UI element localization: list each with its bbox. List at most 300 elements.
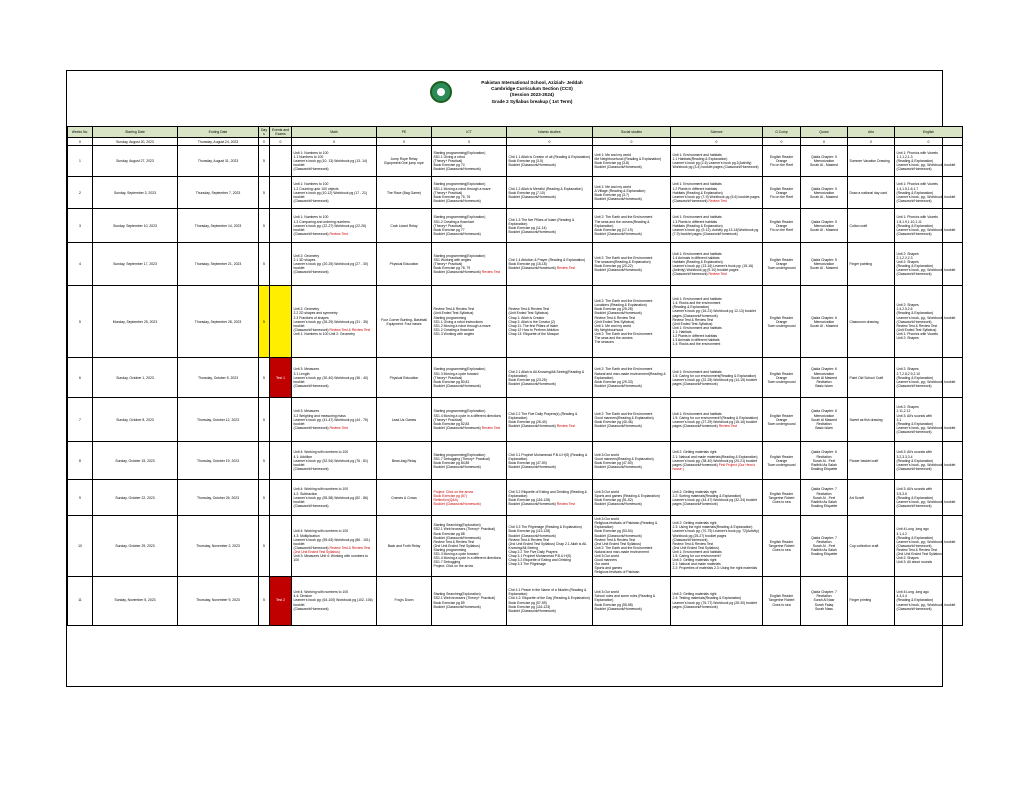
cell-math xyxy=(292,146,377,177)
cell-math-text: Unit 1: Numbers to 100 1.2 Counting upto 100 objects Learner's book pg (10-12) Workbook pg (17 - 21) booklet (Classwork/Homework) xyxy=(293,182,368,203)
cell-week xyxy=(68,286,93,358)
review-test-label: Review Test xyxy=(718,423,737,428)
cell-islamic xyxy=(507,398,593,442)
cell-quran-text: Qaida Chapter: 6 Memorization Surah Al - Maseed xyxy=(810,315,838,328)
cell-social xyxy=(593,516,671,576)
cell-start-text: Sunday, October 29, 2023 xyxy=(115,543,155,548)
cell-quran xyxy=(801,442,848,480)
cell-social-text: Unit 1: Me and my world A Village (Reading & Explanation) Book Exercise pg (3-7) Booklet (Classwork/Homework) xyxy=(594,184,646,201)
cell-event xyxy=(270,358,292,398)
zero-cell-8: 0 xyxy=(507,138,593,146)
cell-english xyxy=(895,146,963,177)
cell-ict-text: Starting programming(Exploration) SS1.1 Moving a robot through a maze (Theory+ Practical) Book Exercise pg 75, 76 Booklet (Classwork/Homework) xyxy=(433,182,491,203)
cell-quran xyxy=(801,286,848,358)
cell-science xyxy=(671,243,763,286)
cell-gcomp-text: English Reader Orange Town underground xyxy=(767,315,796,328)
cell-science-text: Unit 2: Getting materials right 2.3: Using the right materials(Reading & Explanation) Learner's book pg: (70-75) Learner's book pg: 72(Activity) Workbook pg (25-27) booklet pages (Classwork/Homework) Review Test & Review Test (2nd Unit Ended Test Syllabus) Unit 1: Environment and habitats 1.5: Caring for our environment? Unit 2: Getting materials right 2.1: Natural and made materials 2.2: Properties of materials 2.3: Using the right materials xyxy=(672,521,759,571)
cell-pe xyxy=(377,177,432,209)
cell-end-text: Thursday, August 31, 2023 xyxy=(197,159,239,164)
cell-arts xyxy=(848,286,895,358)
cell-quran xyxy=(801,480,848,516)
cell-social-text: Unit 3:Our world Good manners(Reading & Explanation) Book Exercise pg (47-50) Booklet (Classwork/Homework) xyxy=(594,452,654,469)
cell-ict-text: Starting programming(Exploration) SS1.2 Creating a flowchart (Theory+ Practical) Book Exercise pg 77 Booklet (Classwork/Homework) xyxy=(433,215,486,236)
column-header-14: English xyxy=(895,127,963,138)
cell-arts-text: Draw a national day card xyxy=(849,190,888,195)
cell-event xyxy=(270,576,292,625)
cell-event xyxy=(270,480,292,516)
cell-days-text: 5 xyxy=(263,417,265,422)
cell-social-text: Unit 2: The Earth and the Environment Natural and man-made environment(Reading & Explanation) Book Exercise pg (29-33) Booklet (Classwork/Homework) xyxy=(594,367,666,388)
cell-quran-text: Qaida Chapter: 7 Recitation Surah Al - Feel Radhiki As Salah Snaking Etiquette xyxy=(810,487,838,508)
cell-pe xyxy=(377,146,432,177)
section-name: Cambridge Curriculum Section (CCS) xyxy=(491,86,573,92)
cell-islamic-text: Ch# 3.1 Prophet Muhammad P.B.U.H(S) (Reading & Explanation) Book Exercise pg (47-50) Booklet (Classwork/Homework) xyxy=(508,452,588,469)
cell-social xyxy=(593,286,671,358)
cell-arts-text: Flower basket craft xyxy=(849,458,879,463)
review-test-label: Review Test xyxy=(708,272,727,277)
cell-gcomp-text: English Reader Orange Town underground xyxy=(767,413,796,426)
cell-days xyxy=(259,286,270,358)
cell-math xyxy=(292,398,377,442)
cell-start-text: Sunday, August 27, 2023 xyxy=(116,159,154,164)
cell-gcomp xyxy=(763,516,801,576)
cell-english-text: Unit 2: Shapes 2.7,2.8,2.9,2.10 (Reading & Explanation) Learner's book, pg:, Workbook, booklet (Classwork/Homework) xyxy=(896,367,956,388)
cell-ict xyxy=(432,286,507,358)
cell-gcomp xyxy=(763,177,801,209)
cell-social xyxy=(593,398,671,442)
cell-arts-text: Cup collection craft xyxy=(849,543,879,548)
cell-end xyxy=(178,398,259,442)
cell-english xyxy=(895,286,963,358)
cell-science xyxy=(671,442,763,480)
cell-social-text: Unit 2: The Earth and the Environment The seasons(Reading & Explanation) Book Exercise pg (20-22) Booklet (Classwork/Homework) xyxy=(594,256,653,273)
cell-english xyxy=(895,442,963,480)
cell-math-text: Unit 1: Numbers to 100 1.1 Numbers to 100 Learner's book pg (10- 13) Workbook pg (13- 14) booklet (Classwork/Homework) xyxy=(293,150,368,172)
cell-math-text: Unit 4: Working with numbers to 100 4.3: Multiplication Learner's book pg: (59-63) Workbook pg (86 - 101) booklet (Classwork/Homework) xyxy=(293,529,370,550)
zero-cell-5: 0 xyxy=(292,138,377,146)
review-test-label: Review Test xyxy=(329,425,348,430)
cell-ict-text: Starting programming(Exploration) SS1.7 Debugging (Theory+ Practical) Book Exercise pg 84,85 Booklet (Classwork/Homework) xyxy=(433,452,490,469)
table-row xyxy=(68,576,963,625)
cell-start-text: Sunday, September 17, 2023 xyxy=(113,262,157,267)
cell-event xyxy=(270,286,292,358)
cell-event-text: Test 2 xyxy=(275,598,286,603)
cell-english-text: Unit 1: Phonics with Vowels 1.1,1.2,1.3 (Reading & Explanation) Learner's book, pg:, Workbook, booklet (Classwork/Homework) xyxy=(896,150,956,172)
cell-ict xyxy=(432,480,507,516)
cell-week xyxy=(68,209,93,243)
cell-end-text: Thursday, October 26, 2023 xyxy=(197,495,239,500)
cell-pe-text: Physical Education xyxy=(389,375,419,380)
cell-science-text: Unit 1: Environment and habitats 1.4 Animals in different habitats Habitats (Reading & Explanation) Learner's book pg: (13-16) Learner's book pg: (15-16)(Activity) Workbook pg (9-10) booklet pages (Classwork/Homework) xyxy=(672,251,754,277)
cell-start xyxy=(93,286,178,358)
cell-quran xyxy=(801,358,848,398)
cell-social-text: Unit 1: Me and my world Me Neighbourhood (Reading & Explanation) Book Exercise pg (3-8) Booklet (Classwork/Homework) xyxy=(594,153,662,170)
cell-pe-text: Bean-bag Relay xyxy=(391,458,417,463)
cell-science-text: Unit 2: Getting materials right 2.1: Natural and made materials(Reading & Explanation) Learner's book pg: (38-40) Workbook pg (20-21) booklet pages (Classwork/Homework) xyxy=(672,450,758,467)
cell-days xyxy=(259,146,270,177)
cell-week-text: 5 xyxy=(79,319,81,324)
cell-english-text: Unit 3: All's sounds with 3.2,3.3,3.4 (Reading & Explanation) Learner's book, pg:, Workbook, booklet (Classwork/Homework) xyxy=(896,450,956,471)
review-test-label: Review Test xyxy=(556,423,575,428)
column-header-row xyxy=(68,127,963,138)
cell-end xyxy=(178,243,259,286)
cell-english-text: Unit 4:Long ,long ago 4.3,4.4 (Reading & Explanation) Learner's book, pg:, Workbook, booklet (Classwork/Homework) xyxy=(896,590,956,611)
cell-days-text: 5 xyxy=(263,598,265,603)
cell-islamic xyxy=(507,480,593,516)
cell-start xyxy=(93,516,178,576)
cell-islamic xyxy=(507,146,593,177)
cell-ict-text: Starting programming(Exploration) SS1 Working with angles (Theory+ Practical) Book Exercise pg 78, 79 Booklet (Classwork/Homework) xyxy=(433,253,486,275)
cell-science xyxy=(671,576,763,625)
column-header-11: G.Comp xyxy=(763,127,801,138)
cell-days xyxy=(259,177,270,209)
cell-gcomp-text: English Reader Orange Town underground xyxy=(767,454,796,467)
cell-days-text: 5 xyxy=(263,495,265,500)
cell-islamic-text: Ch# 1.4 Ablution & Prayer (Reading & Explanation) Book Exercise pg (15-18) Booklet (Classwork/Homework) xyxy=(508,258,586,271)
cell-start-text: Sunday, September 3, 2023 xyxy=(114,190,156,195)
column-header-9: Social studies xyxy=(593,127,671,138)
cell-social-text: Unit 3:Our world School rules and some rules (Reading & Explanation) Book Exercise pg (55-58) Booklet (Classwork/Homework) xyxy=(594,590,656,611)
cell-end-text: Thursday, September 21, 2023 xyxy=(194,262,242,267)
syllabus-title: Grade 2 Syllabus breakup ( 1st Term) xyxy=(491,98,573,104)
cell-event xyxy=(270,243,292,286)
cell-gcomp-text: English Reader Orange Fin on the Reef xyxy=(769,186,794,199)
cell-arts-text: Art Scraft xyxy=(849,495,864,500)
cell-math-extra: Unit 1: Numbers to 100 Unit 2: Geometry xyxy=(293,331,355,336)
cell-days-text: 5 xyxy=(263,458,265,463)
cell-week-text: 10 xyxy=(78,543,82,548)
cell-ict xyxy=(432,358,507,398)
cell-gcomp xyxy=(763,286,801,358)
cell-week-text: 6 xyxy=(79,375,81,380)
cell-end-text: Thursday, September 14, 2023 xyxy=(194,223,242,228)
cell-pe-text: Physical Education xyxy=(389,262,419,267)
cell-gcomp-text: English Reader Tangerine Robert Goes to sea xyxy=(768,539,795,552)
cell-math-text: Unit 2: Geometry 2.1 3D shapes Learner's book pg: (20-25) Workbook pg (27 - 30) booklet (Classwork/Homework) xyxy=(293,253,368,275)
review-test-label: First Project (Our Hero's house ) xyxy=(672,462,756,471)
review-test-label: Review Test xyxy=(556,266,575,271)
cell-science-text: Unit 1: Environment and habitats 1.4: Rocks and the environment (Reading & Explanation) Learner's book pg: (16-21) Workbook pg 12-13) booklet pages (Classwork/Homework) Review Test & Review Test (Unit Ended Test Syllabus) Unit 1: Environment and habitats 1.1: Habitats 1.2 Plants in different habitats 1.3 Animals in different habitats 1.4: Rocks and the environment xyxy=(672,297,756,347)
cell-start xyxy=(93,576,178,625)
cell-english-text: Unit 1: Phonics with Vowels 1.8,1.9,1.10,1.11 (Reading & Explanation) Learner's book, pg:, Workbook, booklet (Classwork/Homework) xyxy=(896,215,956,236)
cell-days-text: 5 xyxy=(263,319,265,324)
cell-days xyxy=(259,209,270,243)
cell-start xyxy=(93,146,178,177)
cell-gcomp-text: English Reader Tangerine Robert Goes to sea xyxy=(768,491,795,504)
session-name: (Session 2023-2024) xyxy=(510,92,554,98)
cell-start-text: Sunday, September 10, 2023 xyxy=(113,223,157,228)
cell-science xyxy=(671,209,763,243)
cell-pe xyxy=(377,243,432,286)
cell-arts-text: Finger printing xyxy=(849,598,872,603)
cell-arts-text: Sweet as fish drawing xyxy=(849,417,883,422)
cell-pe xyxy=(377,480,432,516)
cell-quran-text: Qaida Chapter: 5 Memorization Surah Al - Maseed xyxy=(810,219,838,232)
cell-end-text: Thursday, September 7, 2023 xyxy=(195,190,241,195)
cell-event xyxy=(270,398,292,442)
cell-ict-text: Project: Click on the arrow Book Exercise pg (87) Reflection(Q&A) Booklet (Classwork/Homework) xyxy=(433,489,481,506)
cell-pe xyxy=(377,576,432,625)
cell-ict-text: Starting Searching(Exploration) SS2.1 Web browsers (Theory+ Practical) Book Exercise pg 89 Booklet (Classwork/Homework) xyxy=(433,592,495,609)
cell-arts-text: Summer Vacation Drawing xyxy=(849,159,890,164)
cell-quran-text: Qaida Chapter: 5 Memorization Surah Al - Maseed xyxy=(810,155,838,168)
cell-end xyxy=(178,516,259,576)
review-test-label: Review Test xyxy=(481,270,500,275)
cell-gcomp xyxy=(763,358,801,398)
cell-english-text: Unit 1: Phonics with Vowels 1.4,1.5,1.6,1.7 (Reading & Explanation) Learner's book, pg:, Workbook, booklet (Classwork/Homework) xyxy=(896,182,956,203)
cell-arts xyxy=(848,442,895,480)
cell-arts xyxy=(848,177,895,209)
cell-end-text: Thursday, October 12, 2023 xyxy=(197,417,239,422)
cell-week xyxy=(68,146,93,177)
cell-quran xyxy=(801,516,848,576)
table-row xyxy=(68,286,963,358)
cell-social-text: Unit 3:Our world Religious festivals of Pakistan (Reading & Explanation) Book Exercise pg (53-54) Booklet (Classwork/Homework) Review Test & Review Test (2nd Unit Ended Test Syllabus) Unit 2: The Earth and the Environment Natural and man-made environment Unit 3:Our world Good manners Our world Sports and games Religious festivals of Pakistan xyxy=(594,517,658,575)
cell-ict-text: Starting Searching(Exploration) SS2.1 Web browsers (Theory+ Practical) Book Exercise pg 88 Booklet (Classwork/Homework) Review Test & Review Test (2nd Unit Ended Test Syllabus) Starting programming SS1.3 Moving a cycle forward SS1.4 Moving a cycle in a different directions SS1.7 Debugging Project: Click on the arrow xyxy=(433,523,502,569)
cell-end xyxy=(178,286,259,358)
cell-gcomp xyxy=(763,243,801,286)
cell-science-text: Unit 2: Getting materials right 2.2: Sorting materials(Reading & Explanation) Learner's book pg: (44-47) Workbook pg (32-34) booklet pages (Classwork/Homework) xyxy=(672,489,757,506)
cell-start-text: Monday, September 25, 2023 xyxy=(112,319,158,324)
cell-week-text: 9 xyxy=(79,495,81,500)
zero-cell-12: 0 xyxy=(801,138,848,146)
table-row xyxy=(68,177,963,209)
cell-science-text: Unit 1: Environment and habitats 1.2 Plants in different habitats Habitats (Reading & Explanation) Learner's book pg: (7-9) Workbook pg (5-6) booklet pages (Classwork/Homework) xyxy=(672,182,760,203)
cell-math-text: Unit 4: Working with numbers to 100 4.2: Subtraction Learner's book pg: (55-58) Workbook pg (82 - 86) booklet (Classwork/Homework) xyxy=(293,487,368,508)
cell-gcomp xyxy=(763,576,801,625)
cell-math-text: Unit 2: Geometry 2.2 2D shapes and symmetry 2.3 Fractions of shapes Learner's book pg: (26-29) Workbook pg (31 - 35) booklet (Classwork/Homework) xyxy=(293,307,368,332)
cell-islamic-text: Ch# 2.2 The Five Daily Prayers(s) (Reading & Explanation) Book Exercise pg (26-40) Booklet (Classwork/Homework) xyxy=(508,411,578,428)
cell-event xyxy=(270,177,292,209)
cell-arts xyxy=(848,209,895,243)
table-row xyxy=(68,358,963,398)
column-header-10: Science xyxy=(671,127,763,138)
cell-islamic-text: Ch# 2.1 Allah is All-Knowing/All-Seeing(Reading & Explanation) Book Exercise pg (23-25) Booklet (Classwork/Homework) xyxy=(508,369,585,386)
table-row xyxy=(68,516,963,576)
cell-arts-text: Classroom drawing xyxy=(849,319,879,324)
cell-days-text: 5 xyxy=(263,375,265,380)
cell-pe xyxy=(377,209,432,243)
cell-days-text: 5 xyxy=(263,190,265,195)
sheet-header xyxy=(67,71,942,127)
cell-islamic-text: Ch# 1.1 Allah is Creator of all (Reading & Explanation) Book Exercise pg (3-5) Booklet (Classwork/Homework) xyxy=(508,155,591,168)
cell-arts-text: Cotton craft xyxy=(849,223,868,228)
cell-science xyxy=(671,146,763,177)
cell-days-text: 5 xyxy=(263,223,265,228)
cell-ict xyxy=(432,209,507,243)
cell-start xyxy=(93,243,178,286)
cell-days xyxy=(259,358,270,398)
cell-start xyxy=(93,209,178,243)
cell-islamic xyxy=(507,243,593,286)
cell-ict xyxy=(432,398,507,442)
cell-quran-text: Qaida Chapter: 7 Recitation Surah Al Nasr Surah Falaq Surah Nass xyxy=(811,590,837,611)
cell-science xyxy=(671,516,763,576)
cell-science xyxy=(671,286,763,358)
cell-event xyxy=(270,442,292,480)
cell-islamic-text: Ch# 1.3 The five Pillars of Islam (Reading & Explanation) Book Exercise pg (11-14) Booklet (Classwork/Homework) xyxy=(508,217,575,234)
cell-quran xyxy=(801,209,848,243)
cell-arts xyxy=(848,398,895,442)
cell-social-text: Unit 2: The Earth and the Environment Good manners(Reading & Explanation) Book Exercise pg (40-46) Booklet (Classwork/Homework) xyxy=(594,411,654,428)
cell-week xyxy=(68,480,93,516)
cell-week-text: 4 xyxy=(79,262,81,267)
cell-ict-text: Starting programming(Exploration) SS1.3 Moving a cycle forward (Theory+ Practical) Book Exercise pg 80,81 Booklet (Classwork/Homework) xyxy=(433,367,486,388)
cell-quran-text: Qaida Chapter: 6 Memorization Surah Al Maseed Recitation Basic Islam xyxy=(811,409,837,430)
review-test-label: Review Test & Review Test (2nd Unit Ended Test Syllabus) xyxy=(293,545,371,554)
cell-islamic-text: Ch# 3.3 The Pilgrimage (Reading & Explanation) Book Exercise pg (113-128) Booklet (Classwork/Homework) Review Test & Review Test (2nd Unit Ended Test Syllabus) Chap 2.1 Allah is All-Knowing/All-Seeing Chap 2.2 The Five Daily Prayers Chap 3.1 Prophet Muhammad P.B.U.H(S) Chap 3.2 Etiquette of Eating and Drinking Chap 3.3 The Pilgrimage xyxy=(508,525,588,567)
column-header-13: Arts xyxy=(848,127,895,138)
cell-week-text: 11 xyxy=(78,598,82,603)
cell-days xyxy=(259,398,270,442)
zero-cell-9: 0 xyxy=(593,138,671,146)
cell-arts xyxy=(848,576,895,625)
cell-ict xyxy=(432,442,507,480)
cell-social-text: Unit 2: The Earth and the Environment Locations (Reading & Explanation) Book Exercise pg (25-28) Booklet (Classwork/Homework) Review Test & Review Test (Unit Ended Test Syllabus) Unit 1: Me and my world My Neighbourhood Unit 2: The Earth and the Environment The seas and the oceans The seasons xyxy=(594,299,653,345)
cell-ict-text: Starting programming(Exploration) SS1.1 Giving a robot (Theory+ Practical) Book Exercise pg 74 Booklet (Classwork/Homework) xyxy=(433,150,486,172)
cell-math-text: Unit 3: Measures 3.1 Length Learner's book pg: (30-40) Workbook pg (36 - 40) booklet (Classwork/Homework) xyxy=(293,367,368,388)
cell-islamic xyxy=(507,576,593,625)
cell-pe xyxy=(377,516,432,576)
zero-cell-6: 0 xyxy=(377,138,432,146)
cell-end-text: Thursday, October 19, 2023 xyxy=(197,458,239,463)
review-test-label: Review Test xyxy=(329,231,348,236)
cell-quran-text: Qaida Chapter: 6 Memorization Surah Al Maseed Recitation Basic Islam xyxy=(811,367,837,388)
column-header-2: Ending Date xyxy=(178,127,259,138)
cell-math xyxy=(292,177,377,209)
cell-english xyxy=(895,243,963,286)
cell-days xyxy=(259,516,270,576)
cell-pe-text: Frog's Down xyxy=(394,598,414,603)
cell-english xyxy=(895,576,963,625)
cell-english xyxy=(895,177,963,209)
cell-english xyxy=(895,516,963,576)
cell-start xyxy=(93,358,178,398)
cell-days-text: 5 xyxy=(263,543,265,548)
cell-end-text: Thursday, November 2, 2023 xyxy=(196,543,240,548)
cell-gcomp-text: English Reader Orange Town underground xyxy=(767,258,796,271)
cell-week-text: 1 xyxy=(79,159,81,164)
cell-ict-text: Review Test & Review Test (Unit Ended Test Syllabus) Starting programming SS1.1 Giving a robot instructions SS1.2 Moving a robot through a maze SS1.2 Creating a flowchart SS1.3 Working with angles xyxy=(433,307,491,336)
cell-pe-text: Crab Lizard Relay xyxy=(390,223,418,228)
cell-arts xyxy=(848,146,895,177)
review-test-label: Review Test xyxy=(481,425,500,430)
zero-cell-10: 0 xyxy=(671,138,763,146)
cell-math xyxy=(292,286,377,358)
review-test-label: Review Test & Review Test xyxy=(329,327,371,332)
cell-ict xyxy=(432,177,507,209)
cell-event xyxy=(270,146,292,177)
cell-pe-text: Lead Us Games xyxy=(391,417,417,422)
cell-week xyxy=(68,358,93,398)
cell-event xyxy=(270,516,292,576)
cell-english xyxy=(895,209,963,243)
cell-social xyxy=(593,209,671,243)
zero-cell-3: 0 xyxy=(259,138,270,146)
syllabus-sheet xyxy=(66,70,956,687)
cell-english xyxy=(895,480,963,516)
cell-gcomp-text: English Reader Orange Fin on the Reef xyxy=(769,219,794,232)
cell-pe-text: Jump Rope Relay Equipment:One jump rope xyxy=(384,157,424,166)
cell-math xyxy=(292,442,377,480)
cell-week xyxy=(68,576,93,625)
cell-week-text: 2 xyxy=(79,190,81,195)
column-header-12: Quran xyxy=(801,127,848,138)
cell-quran xyxy=(801,243,848,286)
cell-social xyxy=(593,576,671,625)
cell-ict xyxy=(432,576,507,625)
cell-start-text: Sunday, October 22, 2023 xyxy=(115,495,155,500)
cell-arts xyxy=(848,516,895,576)
cell-science-text: Unit 1: Environment and habitats 1.5: Caring for our environment(Reading & Explanation) Learner's book pg: (22-25) Workbook pg (14-15) booklet pages (Classwork/Homework) xyxy=(672,369,757,386)
cell-math xyxy=(292,243,377,286)
cell-quran-text: Qaida Chapter: 5 Memorization Surah Al - Maseed xyxy=(810,258,838,271)
cell-event-text: Test 1 xyxy=(275,375,286,380)
cell-end xyxy=(178,576,259,625)
cell-math xyxy=(292,576,377,625)
cell-arts xyxy=(848,243,895,286)
cell-start xyxy=(93,442,178,480)
cell-arts xyxy=(848,480,895,516)
cell-islamic xyxy=(507,442,593,480)
cell-english-text: Unit 2: Shapes 2.1,2.2,2.3 Unit 2: Shapes (Reading & Explanation) Learner's book, pg:, Workbook, booklet (Classwork/Homework) xyxy=(896,251,956,277)
cell-start-text: Sunday, October 8, 2023 xyxy=(116,417,154,422)
cell-pe-text: Four Corner Bunting- Baseball Equipment: Four bases xyxy=(381,317,427,326)
cell-start xyxy=(93,398,178,442)
cell-math xyxy=(292,516,377,576)
cell-start-text: Sunday, October 15, 2023 xyxy=(115,458,155,463)
cell-start xyxy=(93,177,178,209)
review-test-label: Review Test xyxy=(708,198,727,203)
cell-social-text: Unit 3:Our world Sports and games (Reading & Explanation) Book Exercise pg (51-52) Booklet (Classwork/Homework) xyxy=(594,489,660,506)
cell-gcomp xyxy=(763,146,801,177)
zero-cell-7: 0 xyxy=(432,138,507,146)
cell-week xyxy=(68,442,93,480)
cell-pe xyxy=(377,286,432,358)
cell-pe xyxy=(377,358,432,398)
cell-days xyxy=(259,243,270,286)
cell-social xyxy=(593,177,671,209)
cell-islamic xyxy=(507,286,593,358)
cell-week-text: 3 xyxy=(79,223,81,228)
cell-social-text: Unit 2: The Earth and the Environment The seas and the oceans(Reading & Explanation) Book Exercise pg (17-19) Booklet (Classwork/Homework) xyxy=(594,215,653,236)
column-header-3: Days xyxy=(259,127,270,138)
cell-math xyxy=(292,480,377,516)
cell-islamic xyxy=(507,209,593,243)
table-row xyxy=(68,146,963,177)
zero-cell-0: 0 xyxy=(68,138,93,146)
cell-week xyxy=(68,177,93,209)
cell-end xyxy=(178,480,259,516)
cell-start-text: Sunday, November 5, 2023 xyxy=(114,598,156,603)
column-header-4: Events and Exams xyxy=(270,127,292,138)
cell-gcomp-text: English Reader Tangerine Robert Goes to sea xyxy=(768,594,795,607)
table-row xyxy=(68,209,963,243)
cell-science xyxy=(671,358,763,398)
cell-english xyxy=(895,398,963,442)
cell-english-text: Unit 2: Shapes 2.4,2.5,2.6 (Reading & Explanation) Learner's book, pg:, Workbook, booklet (Classwork/Homework) Review Test & Review Test (Unit Ended Test Syllabus) Unit 1: Phonics with Vowels Unit 2: Shapes xyxy=(896,303,956,341)
cell-science-text: Unit 2: Getting materials right 2.4: Testing materials(Reading & Explanation) Learner's book pg: (76-77) Workbook pg (28-30) booklet pages (Classwork/Homework) xyxy=(672,592,757,609)
cell-english-text: Unit 2: Shapes 2.11,2.12 Unit 3: All's sounds with 3.1 (Reading & Explanation) Learner's book, pg:, Workbook, booklet (Classwork/Homework) xyxy=(896,405,956,434)
cell-event xyxy=(270,209,292,243)
cell-math xyxy=(292,358,377,398)
cell-gcomp-text: English Reader Orange Town underground xyxy=(767,371,796,384)
column-header-1: Starting Date xyxy=(93,127,178,138)
cell-math xyxy=(292,209,377,243)
column-header-5: Math xyxy=(292,127,377,138)
cell-science xyxy=(671,398,763,442)
cell-ict-text: Starting programming(Exploration) SS1.4 Moving a cycle in a different directions (Theory+ Practical) Book Exercise pg 82,83 Booklet (Classwork/Homework) xyxy=(433,409,502,430)
